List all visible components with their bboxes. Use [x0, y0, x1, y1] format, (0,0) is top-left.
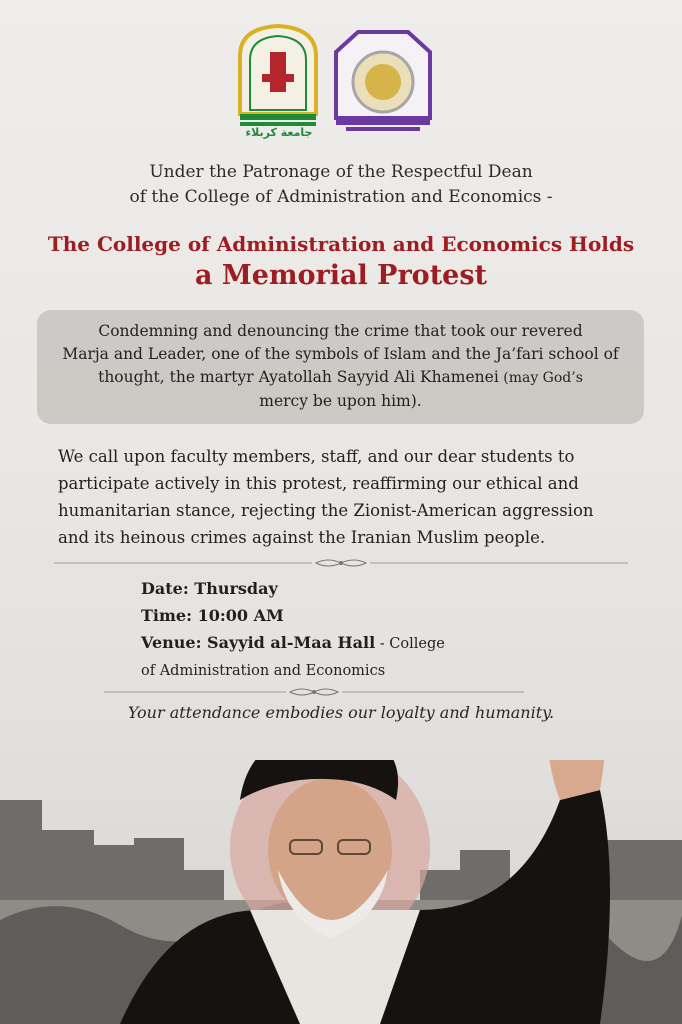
event-time: Time: 10:00 AM: [141, 606, 284, 625]
call-to-action: [58, 443, 638, 551]
memorial-scene: [0, 760, 682, 1024]
patronage-line-2: of the College of Administration and Economics -: [129, 187, 553, 207]
call-line-1: We call upon faculty members, staff, and our dear students to: [58, 447, 575, 466]
condemn-line-3-small: (may God’s: [498, 370, 583, 386]
event-date: Date: Thursday: [141, 579, 278, 598]
condemn-line-1: Condemning and denouncing the crime that took our revered: [98, 322, 583, 340]
call-line-2: participate actively in this protest, reaffirming our ethical and: [58, 474, 579, 493]
condemnation-box: [37, 310, 644, 424]
patronage-line-1: Under the Patronage of the Respectful Dean: [149, 162, 533, 182]
condemn-line-2: Marja and Leader, one of the symbols of Islam and the Ja’fari school of: [62, 345, 619, 363]
headline: [0, 230, 682, 294]
ornament-divider-2: [104, 687, 524, 697]
headline-line-1: The College of Administration and Economics Holds: [47, 232, 635, 256]
condemn-line-3: [37, 366, 644, 390]
logo-caption: جامعة كربلاء: [245, 126, 313, 139]
call-line-4: and its heinous crimes against the Iranian Muslim people.: [58, 528, 546, 547]
college-emblem-icon: [336, 32, 430, 131]
event-venue-tail: - College: [375, 636, 445, 652]
event-venue-line-2: of Administration and Economics: [141, 663, 386, 679]
event-venue: [141, 629, 445, 658]
closing-line: Your attendance embodies our loyalty and humanity.: [127, 703, 555, 722]
call-line-3: humanitarian stance, rejecting the Zionist-American aggression: [58, 501, 594, 520]
ruined-buildings-left: [0, 800, 224, 910]
condemn-line-3-main: thought, the martyr Ayatollah Sayyid Ali Khamenei: [98, 368, 499, 386]
event-details: [141, 575, 445, 685]
logos-row: [232, 22, 442, 140]
university-of-karbala-logo-icon: [240, 26, 316, 126]
headline-line-2: a Memorial Protest: [194, 260, 488, 291]
condemn-line-4: mercy be upon him).: [259, 392, 422, 410]
event-venue-main: Venue: Sayyid al-Maa Hall: [141, 633, 376, 652]
ornament-divider: [54, 558, 628, 568]
patronage-text: [0, 160, 682, 210]
